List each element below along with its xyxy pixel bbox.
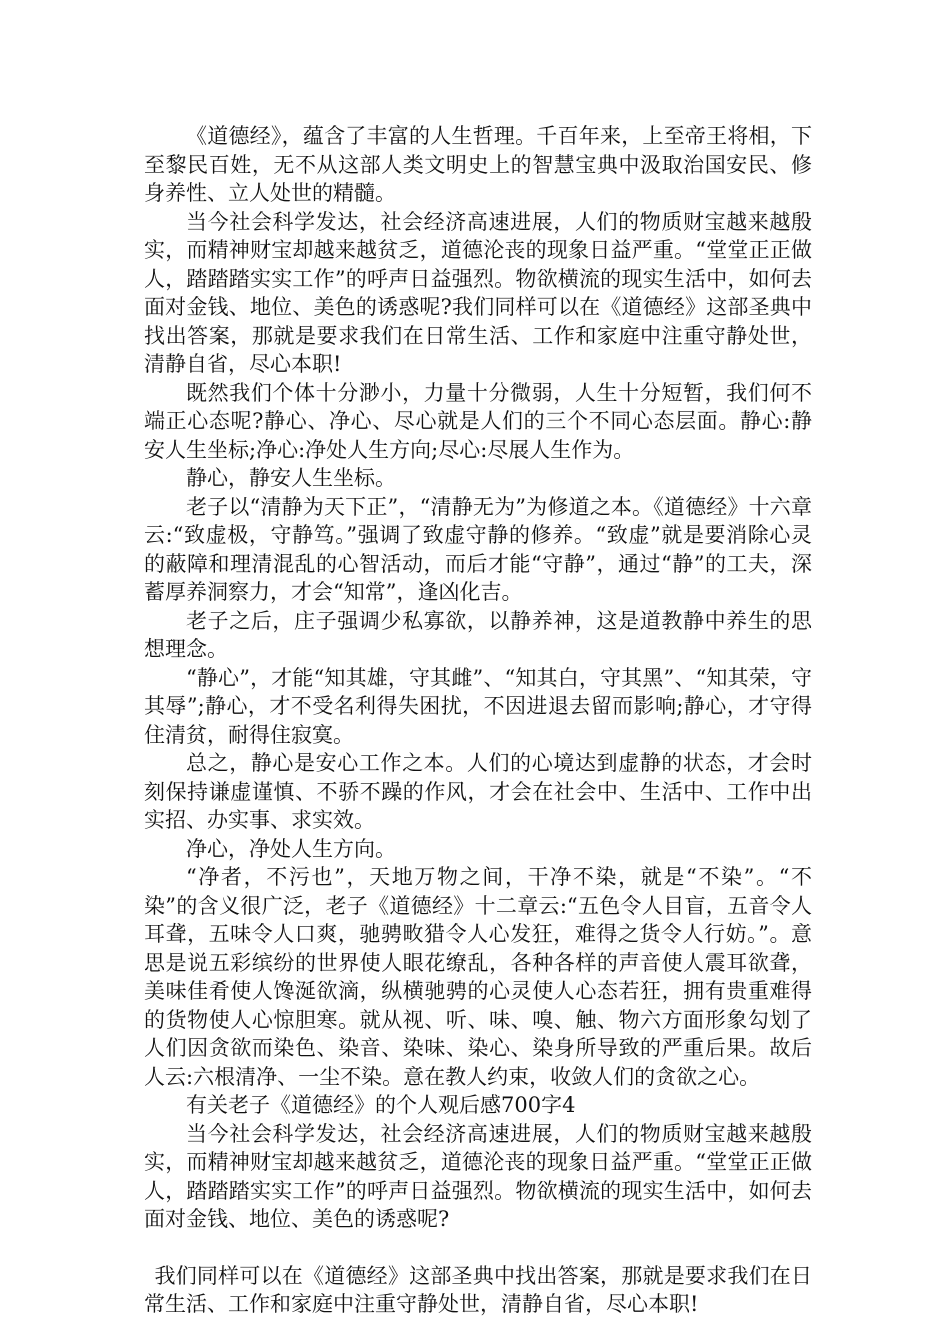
paragraph-conclusion: 我们同样可以在《道德经》这部圣典中找出答案，那就是要求我们在日常生活、工作和家庭中注重守静处世，清静自省，尽心本职! xyxy=(144,1263,812,1316)
section-heading-jingxin: 静心，静安人生坐标。 xyxy=(186,466,396,490)
paragraph-buran: “净者，不污也”，天地万物之间，干净不染，就是“不染”。“不染”的含义很广泛，老子《道德经》十二章云:“五色令人目盲，五音令人耳聋，五味令人口爽，驰骋畋猎令人心发狂，难得之货令人行妨。”。意思是说五彩缤纷的世界使人眼花缭乱，各种各样的声音使人震耳欲聋，美味佳肴使人馋涎欲滴，纵横驰骋的心灵使人心态若狂，拥有贵重难得的货物使人心惊胆寒。就从视、听、味、嗅、触、物六方面形象勾划了人们因贪欲而染色、染音、染味、染心、染身所导致的严重后果。故后人云:六根清净、一尘不染。意在教人约束，收敛人们的贪欲之心。 xyxy=(144,865,812,1089)
paragraph-zhuangzi: 老子之后，庄子强调少私寡欲，以静养神，这是道教静中养生的思想理念。 xyxy=(144,608,812,661)
paragraph-gap xyxy=(144,1234,812,1262)
paragraph-three-states: 既然我们个体十分渺小，力量十分微弱，人生十分短暂，我们何不端正心态呢?静心、净心、尽心就是人们的三个不同心态层面。静心:静安人生坐标;净心:净处人生方向;尽心:尽展人生作为。 xyxy=(144,380,812,462)
article-title-4: 有关老子《道德经》的个人观后感700字4 xyxy=(186,1093,576,1117)
paragraph-laozi-qingjing: 老子以“清静为天下正”，“清静无为”为修道之本。《道德经》十六章云:“致虚极，守静笃。”强调了致虚守静的修养。“致虚”就是要消除心灵的蔽障和理清混乱的心智活动，而后才能“守静”，通过“静”的工夫，深蓄厚养洞察力，才会“知常”，逢凶化吉。 xyxy=(144,494,812,604)
paragraph-society-repeat: 当今社会科学发达，社会经济高速进展，人们的物质财宝越来越殷实，而精神财宝却越来越贫乏，道德沦丧的现象日益严重。“堂堂正正做人，踏踏踏实实工作”的呼声日益强烈。物欲横流的现实生活中，如何去面对金钱、地位、美色的诱惑呢? xyxy=(144,1121,812,1231)
section-heading-jingxin-pure: 净心，净处人生方向。 xyxy=(186,836,396,861)
paragraph-summary: 总之，静心是安心工作之本。人们的心境达到虚静的状态，才会时刻保持谦虚谨慎、不骄不躁的作风，才会在社会中、生活中、工作中出实招、办实事、求实效。 xyxy=(144,751,812,832)
paragraph-jingxin-quotes: “静心”，才能“知其雄，守其雌”、“知其白，守其黑”、“知其荣，守其辱”;静心，才不受名利得失困扰，不因进退去留而影响;静心，才守得住清贫，耐得住寂寞。 xyxy=(144,665,812,747)
paragraph-intro: 《道德经》，蕴含了丰富的人生哲理。千百年来，上至帝王将相，下至黎民百姓，无不从这部人类文明史上的智慧宝典中汲取治国安民、修身养性、立人处世的精髓。 xyxy=(144,124,812,205)
document-body xyxy=(144,122,812,1319)
paragraph-society: 当今社会科学发达，社会经济高速进展，人们的物质财宝越来越殷实，而精神财宝却越来越贫乏，道德沦丧的现象日益严重。“堂堂正正做人，踏踏踏实实工作”的呼声日益强烈。物欲横流的现实生活中，如何去面对金钱、地位、美色的诱惑呢?我们同样可以在《道德经》这部圣典中找出答案，那就是要求我们在日常生活、工作和家庭中注重守静处世，清静自省，尽心本职! xyxy=(144,209,812,376)
